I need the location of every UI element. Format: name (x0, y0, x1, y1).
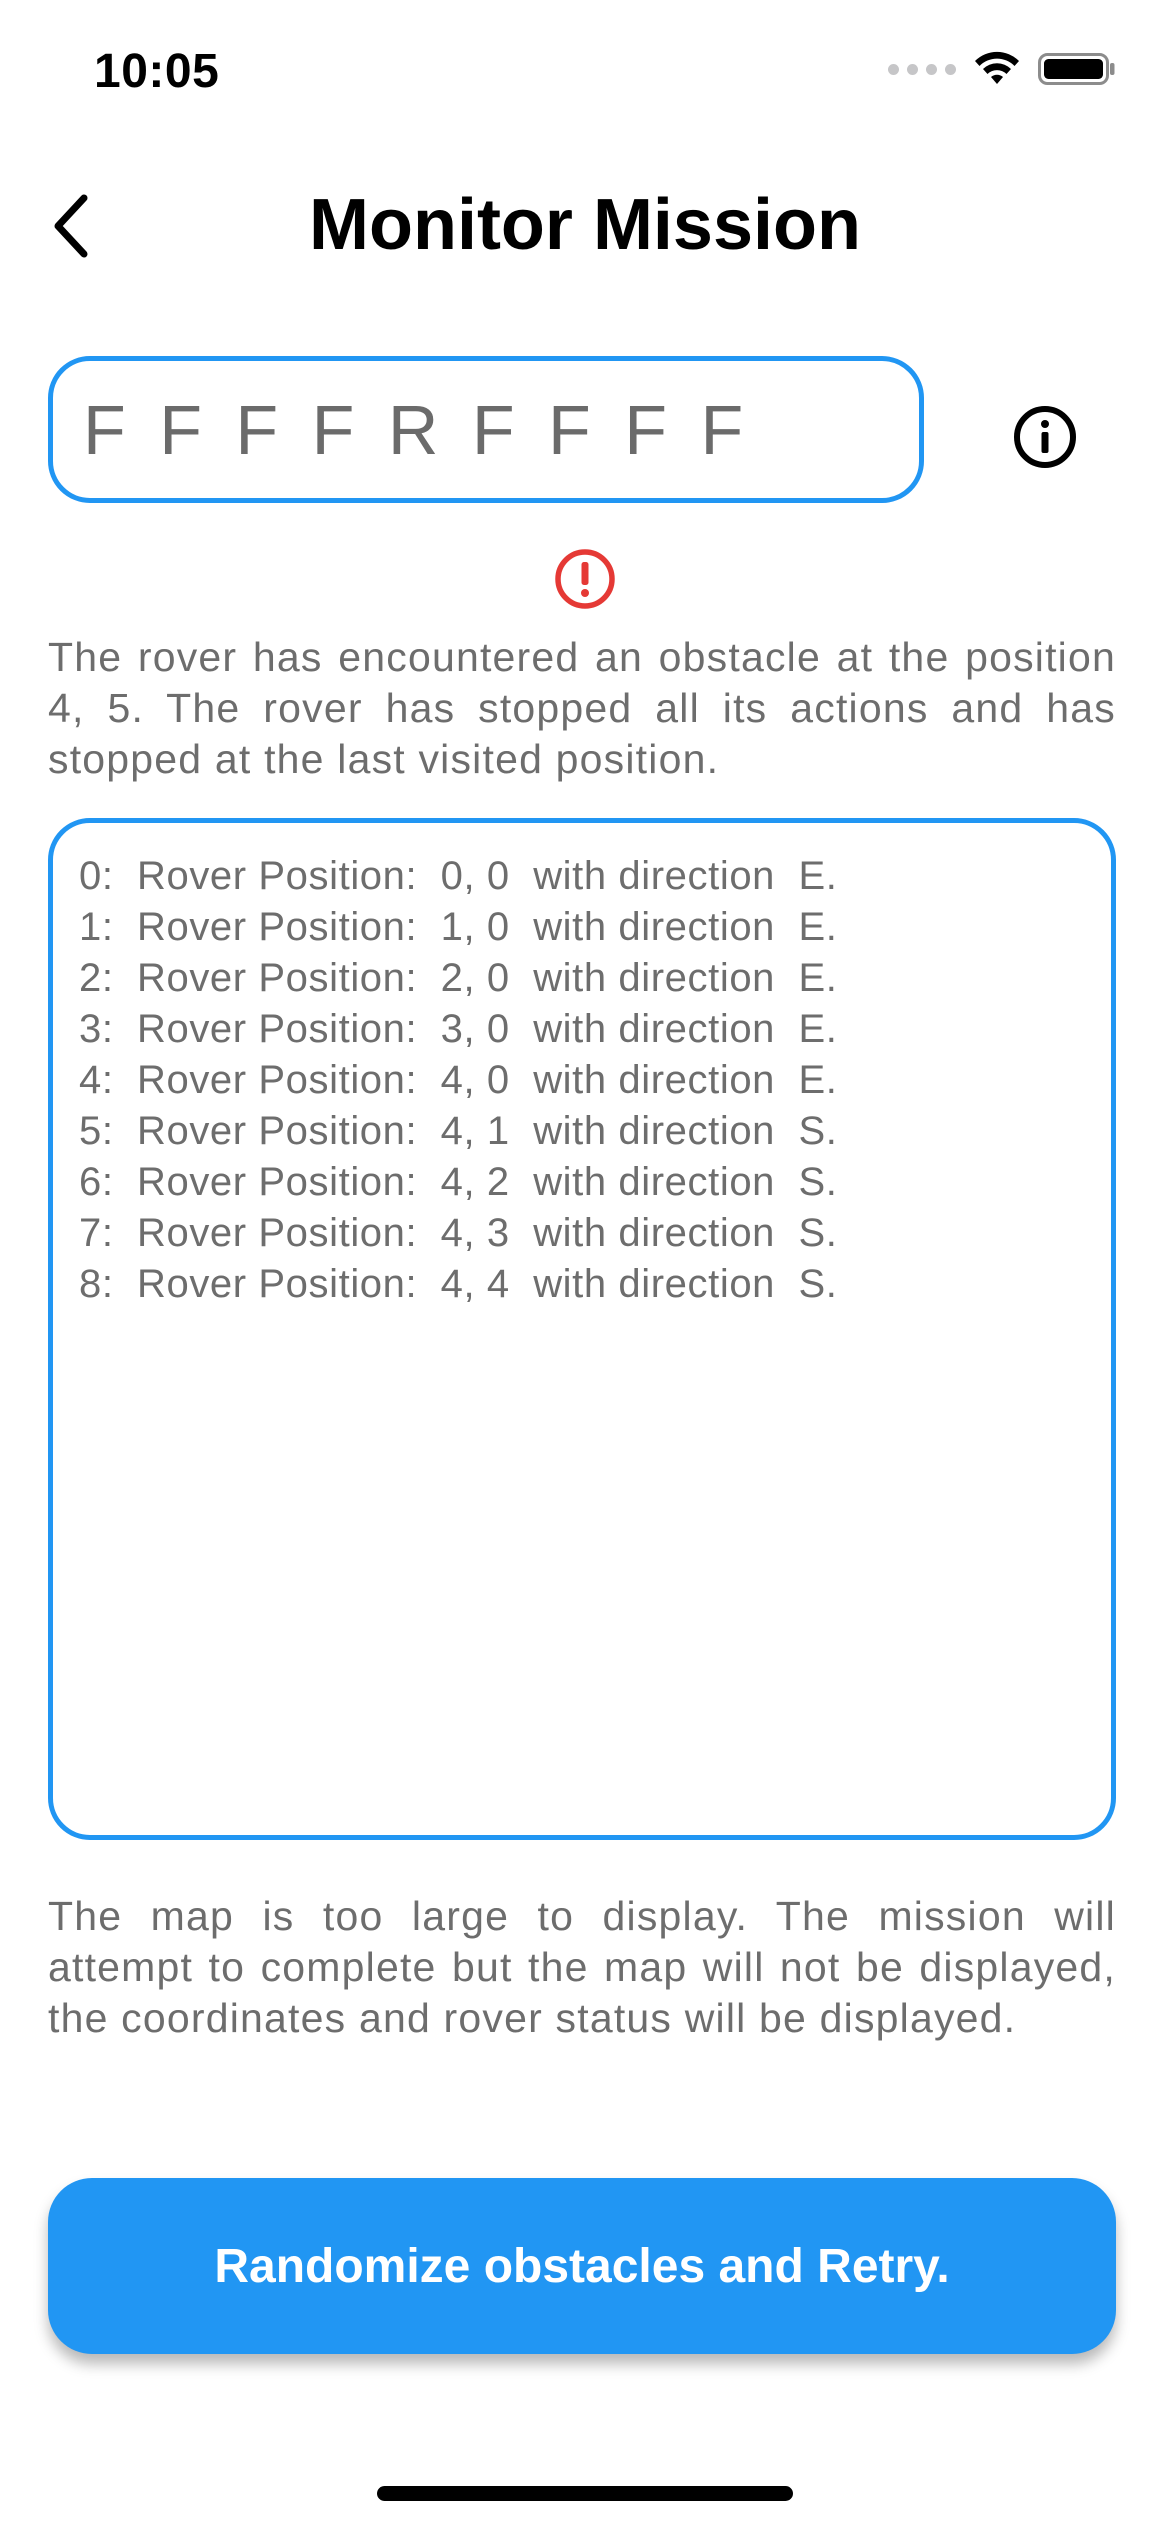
log-line: 1: Rover Position: 1, 0 with direction E. (79, 905, 838, 949)
error-message: The rover has encountered an obstacle at the position 4, 5. The rover has stopped all its actions and has stopped at the last visited position. (48, 634, 1116, 782)
log-line: 7: Rover Position: 4, 3 with direction S. (79, 1211, 838, 1255)
log-line: 2: Rover Position: 2, 0 with direction E. (79, 956, 838, 1000)
back-button[interactable] (42, 186, 102, 266)
error-icon-wrapper (553, 547, 617, 611)
log-line: 4: Rover Position: 4, 0 with direction E. (79, 1058, 838, 1102)
log-line: 0: Rover Position: 0, 0 with direction E. (79, 854, 838, 898)
exclamation-circle-icon (553, 547, 617, 611)
log-line: 3: Rover Position: 3, 0 with direction E. (79, 1007, 838, 1051)
battery-icon (1038, 50, 1118, 88)
wifi-icon (972, 50, 1022, 88)
chevron-left-icon (52, 194, 92, 258)
cellular-signal-icon (888, 64, 956, 75)
command-input[interactable] (48, 356, 924, 503)
log-line: 5: Rover Position: 4, 1 with direction S. (79, 1109, 838, 1153)
home-indicator (377, 2486, 793, 2501)
log-line: 6: Rover Position: 4, 2 with direction S. (79, 1160, 838, 1204)
map-notice: The map is too large to display. The mission will attempt to complete but the map will not be displayed, the coordinates and rover status will be displayed. (48, 1893, 1116, 2041)
page-title: Monitor Mission (309, 185, 861, 265)
status-time: 10:05 (94, 45, 220, 98)
status-icons (888, 50, 1118, 88)
rover-log[interactable] (48, 818, 1116, 1840)
log-line: 8: Rover Position: 4, 4 with direction S. (79, 1262, 838, 1306)
status-bar (0, 0, 1170, 150)
randomize-retry-button[interactable]: Randomize obstacles and Retry. (48, 2178, 1116, 2354)
info-button[interactable] (1012, 404, 1078, 470)
info-circle-icon (1012, 404, 1078, 470)
